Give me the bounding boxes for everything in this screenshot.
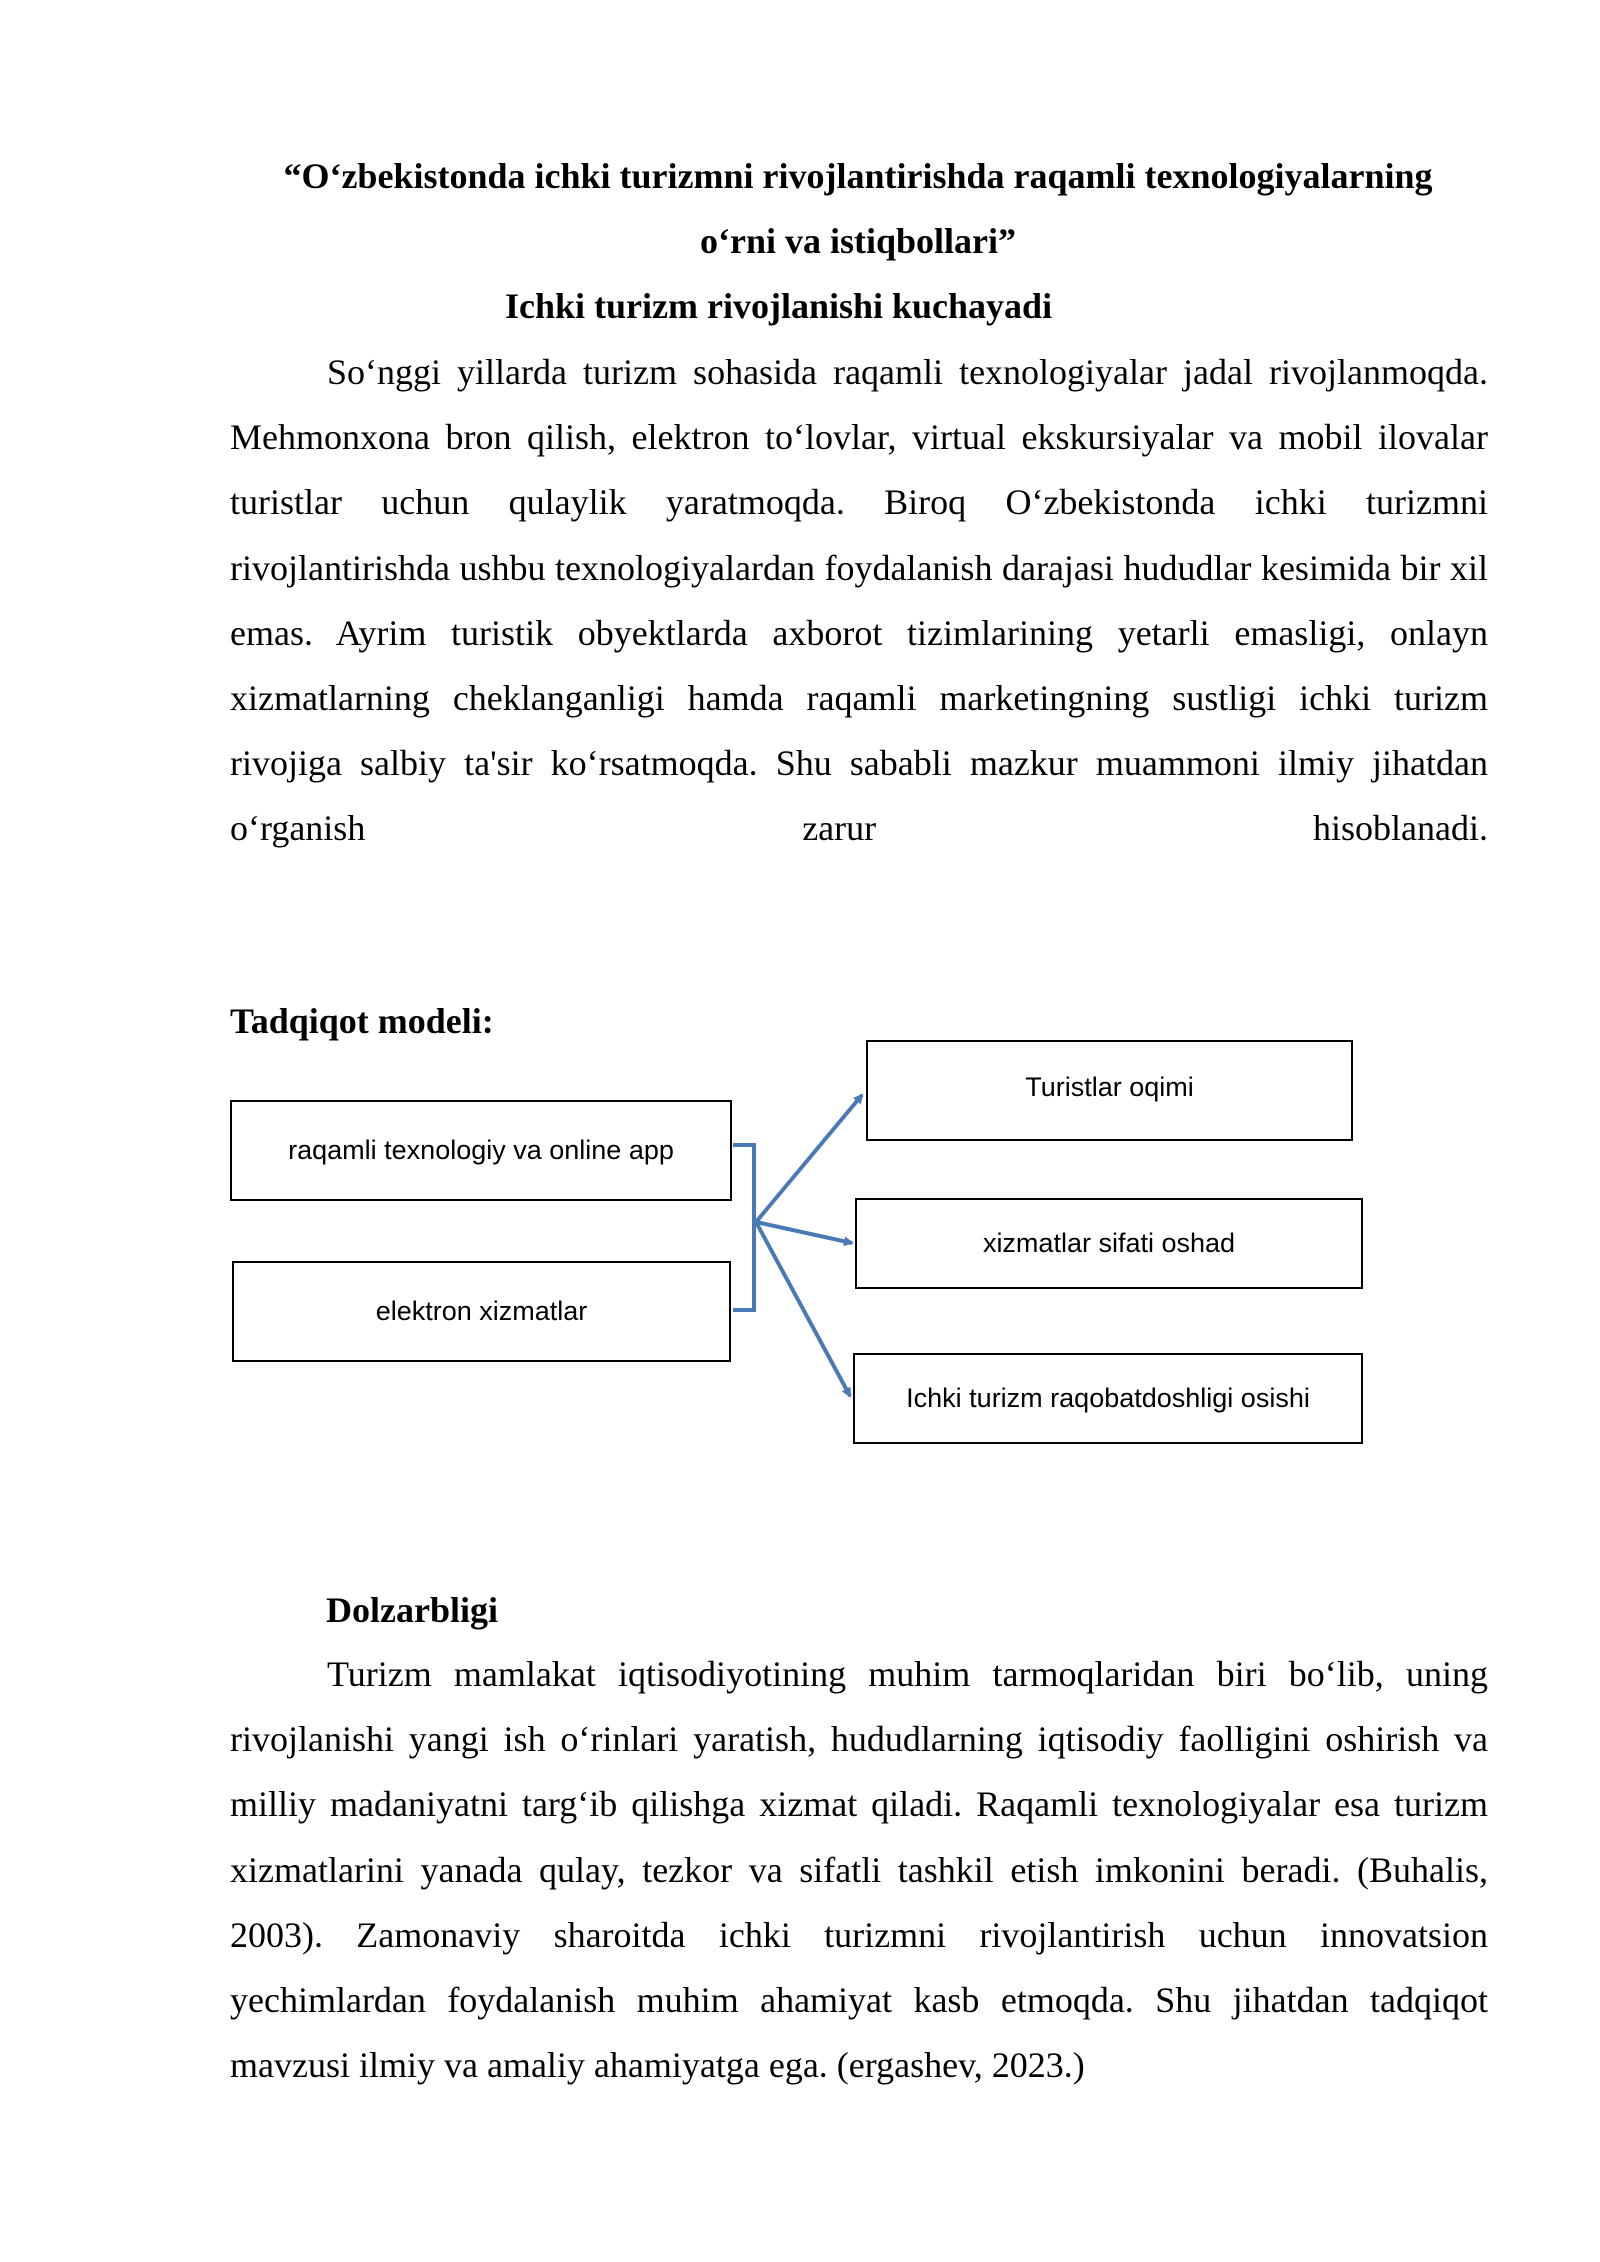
- model-output-box-2: [855, 1198, 1363, 1289]
- model-input-label-2: elektron xizmatlar: [375, 1296, 588, 1326]
- model-output-box-1: [866, 1040, 1353, 1141]
- model-input-box-1: [230, 1100, 732, 1201]
- model-output-label-2: xizmatlar sifati oshad: [982, 1228, 1236, 1258]
- intro-paragraph: So‘nggi yillarda turizm sohasida raqamli texnologiyalar jadal rivojlanmoqda. Mehmonxona bron qilish, elektron to‘lovlar, virtual ekskursiyalar va mobil ilovalar turistlar uchun qulaylik yaratmoqda. Biroq O‘zbekistonda ichki turizmni rivojlantirishda ushbu texnologiyalardan foydalanish darajasi hududlar kesimida bir xil emas. Ayrim turistik obyektlarda axborot tizimlarining yetarli emasligi, onlayn xizmatlarning cheklanganligi hamda raqamli marketingning sustligi ichki turizm rivojiga salbiy ta'sir ko‘rsatmoqda. Shu sababli mazkur muammoni ilmiy jihatdan o‘rganish zarur hisoblanadi.: [230, 352, 1488, 849]
- model-arrow-1: [756, 1095, 862, 1222]
- research-model-heading: Tadqiqot modeli:: [230, 1001, 494, 1041]
- model-output-box-3: [853, 1353, 1363, 1444]
- model-arrow-3: [756, 1222, 850, 1396]
- document-subtitle: Ichki turizm rivojlanishi kuchayadi: [505, 286, 1053, 326]
- model-output-label-1: Turistlar oqimi: [1025, 1072, 1194, 1102]
- document-title-line-1: “O‘zbekistonda ichki turizmni rivojlantirishda raqamli texnologiyalarning: [283, 156, 1433, 196]
- relevance-heading: Dolzarbligi: [326, 1590, 498, 1630]
- model-arrow-2: [756, 1222, 852, 1243]
- document-title-line-2: o‘rni va istiqbollari”: [699, 221, 1017, 261]
- model-bracket: [733, 1145, 754, 1310]
- model-output-label-3: Ichki turizm raqobatdoshligi osishi: [906, 1383, 1310, 1413]
- model-input-label-1: raqamli texnologiy va online app: [288, 1135, 674, 1165]
- relevance-paragraph: Turizm mamlakat iqtisodiyotining muhim tarmoqlaridan biri bo‘lib, uning rivojlanishi yangi ish o‘rinlari yaratish, hududlarning iqtisodiy faolligini oshirish va milliy madaniyatni targ‘ib qilishga xizmat qiladi. Raqamli texnologiyalar esa turizm xizmatlarini yanada qulay, tezkor va sifatli tashkil etish imkonini beradi. (Buhalis, 2003). Zamonaviy sharoitda ichki turizmni rivojlantirish uchun innovatsion yechimlardan foydalanish muhim ahamiyat kasb etmoqda. Shu jihatdan tadqiqot mavzusi ilmiy va amaliy ahamiyatga ega. (ergashev, 2023.): [230, 1654, 1488, 2086]
- model-input-box-2: [232, 1261, 731, 1362]
